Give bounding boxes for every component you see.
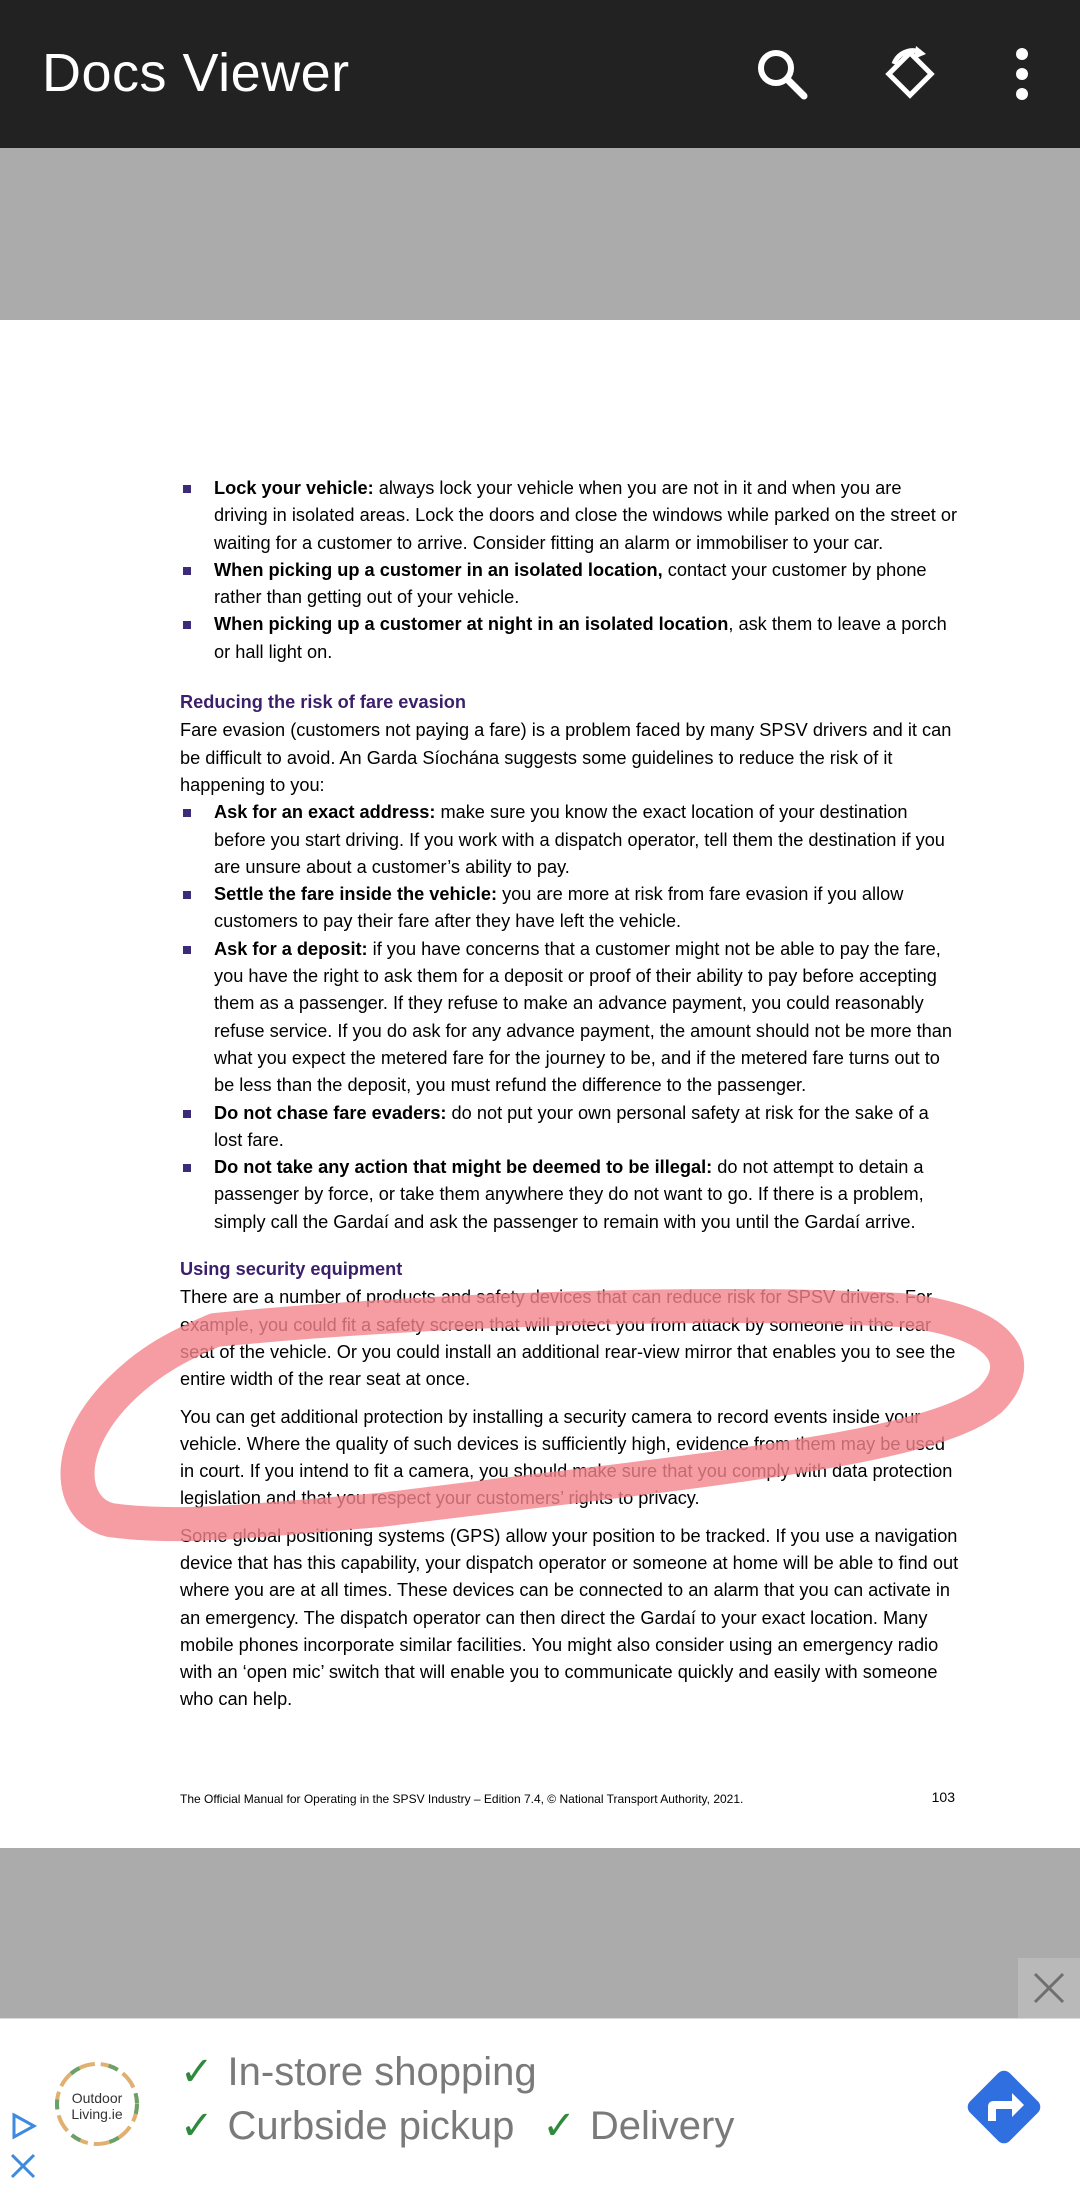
check-icon: ✓ [180,2104,214,2148]
bullet-bold: Lock your vehicle: [214,478,374,498]
search-icon [754,46,810,102]
more-vert-icon [1012,46,1032,102]
more-options-button[interactable] [982,34,1062,114]
paragraph: There are a number of products and safety devices that can reduce risk for SPSV drivers. For example, you could fit a safety screen that will protect you from attack by someone in the rear seat of the vehicle. Or you could install an additional rear-view mirror that enables you to see the entire width of the rear seat at once. [180,1287,956,1390]
bullet-text: do not put your own personal safety at risk for the sake of a lost fare. [214,1102,929,1150]
bullet-text: you are more at risk from fare evasion if you allow customers to pay their fare after they have left the vehicle. [214,884,904,932]
close-icon [1031,1970,1067,2006]
list-item [180,1154,960,1236]
bullet-text: contact your customer by phone rather than getting out of your vehicle. [214,559,927,608]
svg-text:Outdoor: Outdoor [71,2090,123,2106]
check-icon: ✓ [180,2050,214,2094]
footer-text: The Official Manual for Operating in the SPSV Industry – Edition 7.4, © National Transport Authority, 2021. [180,1792,744,1806]
paragraph: You can get additional protection by installing a security camera to record events inside your vehicle. Where the quality of such devices is sufficiently high, evidence from them may be used in court. If you intend to fit a camera, you should make sure that you comply with data protection legislation and that you respect your customers’ rights to privacy. [180,1406,953,1509]
rotate-button[interactable] [870,34,950,114]
section-heading-security: Using security equipment [180,1259,403,1280]
svg-text:Living.ie: Living.ie [71,2106,123,2122]
list-item [180,611,960,666]
list-item [180,557,960,612]
adchoices-icon[interactable] [8,2111,38,2141]
bullet-bold: When picking up a customer in an isolated location, [214,559,663,580]
section-heading-fare-evasion: Reducing the risk of fare evasion [180,692,467,713]
ad-banner[interactable] [0,2018,1080,2187]
bullet-text: , ask them to leave a porch or hall light on. [214,614,947,662]
paragraph: Some global positioning systems (GPS) allow your position to be tracked. If you use a navigation device that has this capability, your dispatch operator or someone at home will be able to find out where you are at all times. These devices can be connected to an alarm that you can activate in an emergency. The dispatch operator can then direct the Gardaí to your exact location. Many mobile phones incorporate similar facilities. You might also consider using an emergency radio with an ‘open mic’ switch that will enable you to communicate quickly and easily with someone who can help. [180,1525,959,1710]
document-page [0,320,1080,1848]
ad-feature-line [180,2103,734,2149]
ad-dismiss-button[interactable] [1018,1958,1080,2018]
search-button[interactable] [742,34,822,114]
directions-button[interactable] [958,2061,1050,2153]
bullet-text: always lock your vehicle when you are not in it and when you are driving in isolated areas. Lock the doors and close the windows while parked on the street or waiting for a customer to arrive. Consider fitting an alarm or immobiliser to your car. [214,478,958,553]
bullet-bold: Settle the fare inside the vehicle: [214,884,498,905]
list-item [180,799,960,881]
list-item [180,936,960,1100]
bullet-bold: Do not take any action that might be deemed to be illegal: [214,1157,713,1178]
paragraph: Fare evasion (customers not paying a fare) is a problem faced by many SPSV drivers and it can be difficult to avoid. An Garda Síochána suggests some guidelines to reduce the risk of it happening to you: [180,720,952,795]
page-footer [180,1789,955,1806]
ad-close-icon[interactable] [8,2151,38,2181]
bullet-bold: When picking up a customer at night in an isolated location [214,614,729,635]
ad-feature-line [180,2049,537,2095]
rotate-icon [880,44,940,104]
ad-feature: Delivery [589,2103,735,2148]
document-content [180,475,960,1714]
ad-feature: In-store shopping [227,2049,537,2094]
advertiser-logo [52,2059,142,2149]
list-item [180,475,960,557]
bullet-bold: Ask for an exact address: [214,802,436,823]
bullet-text: do not attempt to detain a passenger by force, or take them anywhere they do not want to go. If there is a problem, simply call the Gardaí and ask the passenger to remain with you until the Gardaí arrive. [214,1157,924,1232]
bullet-bold: Ask for a deposit: [214,938,368,959]
app-title: Docs Viewer [42,43,350,103]
ad-feature: Curbside pickup [227,2103,515,2148]
list-item [180,1100,960,1155]
bullet-text: make sure you know the exact location of your destination before you start driving. If you work with a dispatch operator, tell them the destination if you are unsure about a customer’s ability to pay. [214,802,945,877]
bullet-bold: Do not chase fare evaders: [214,1102,447,1123]
bullet-text: if you have concerns that a customer might not be able to pay the fare, you have the right to ask them for a deposit or proof of their ability to pay before accepting them as a passenger. If they refuse to make an advance payment, you could reasonably refuse service. If you do ask for any advance payment, the amount should not be more than what you expect the metered fare for the journey to be, and if the metered fare turns out to be less than the deposit, you must refund the difference to the passenger. [214,938,953,1096]
page-number: 103 [931,1789,955,1805]
check-icon: ✓ [542,2104,576,2148]
list-item [180,881,960,936]
app-bar [0,0,1080,148]
